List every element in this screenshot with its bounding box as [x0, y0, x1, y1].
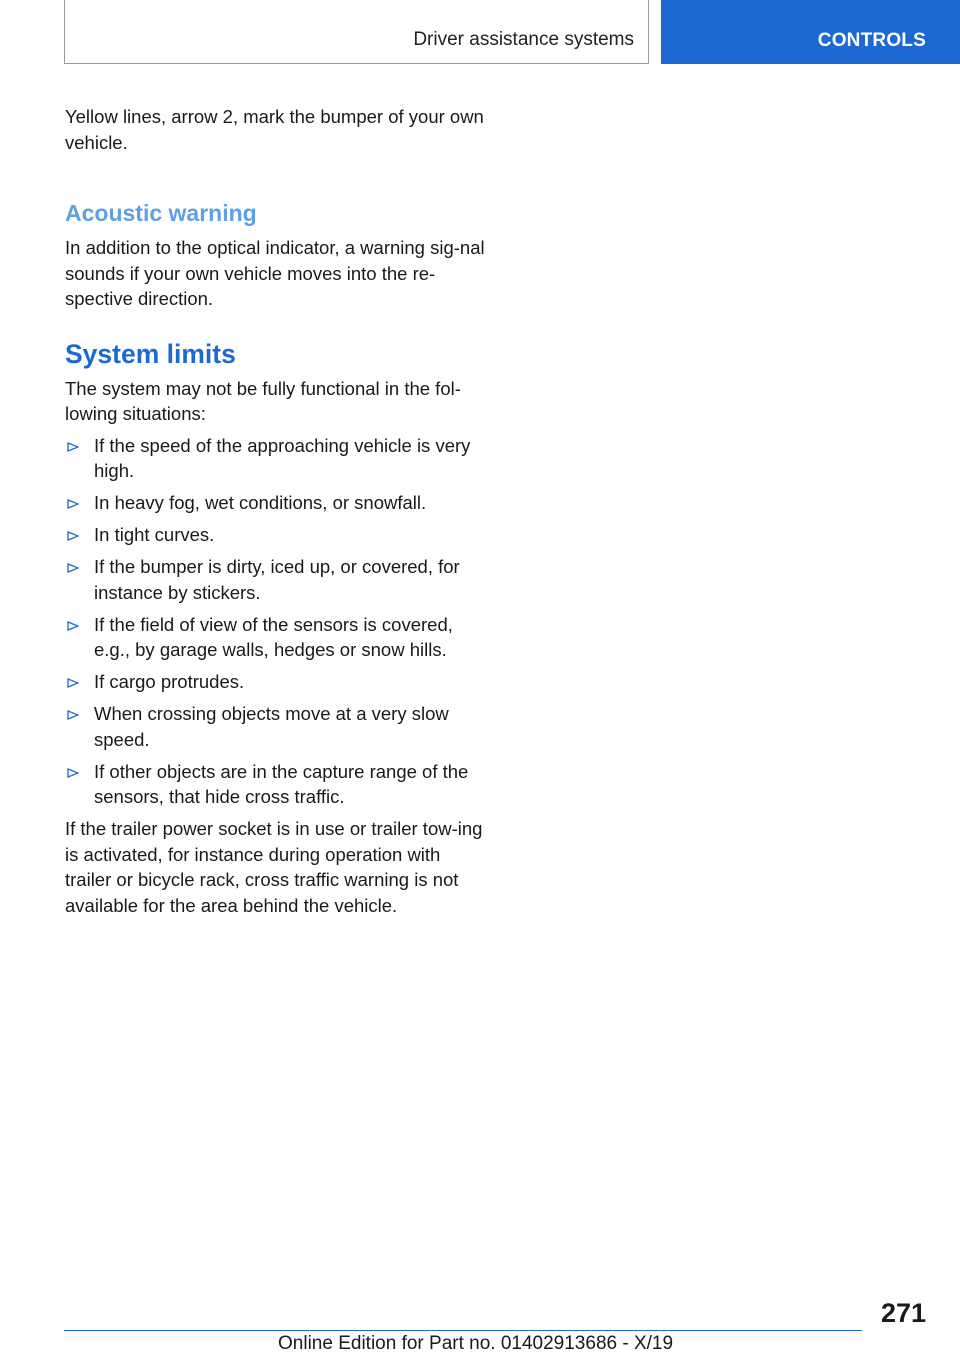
triangle-right-outline-icon: [67, 563, 79, 573]
page-content: [65, 104, 485, 918]
list-item: [65, 433, 485, 484]
triangle-right-outline-icon: [67, 531, 79, 541]
list-item-text: In heavy fog, wet conditions, or snowfall.: [94, 492, 427, 513]
list-item-text: If the bumper is dirty, iced up, or covered, for instance by stickers.: [94, 556, 460, 603]
list-item: [65, 701, 485, 752]
acoustic-warning-paragraph: In addition to the optical indicator, a warning sig-nal sounds if your own vehicle moves into the re-spective direction.: [65, 237, 485, 309]
list-item: [65, 522, 485, 548]
list-item: [65, 759, 485, 810]
triangle-right-outline-icon: [67, 768, 79, 778]
list-item: [65, 612, 485, 663]
chapter-tab[interactable]: [661, 0, 960, 64]
list-item-text: If other objects are in the capture range of the sensors, that hide cross traffic.: [94, 760, 469, 807]
triangle-right-outline-icon: [67, 621, 79, 631]
intro-paragraph: Yellow lines, arrow 2, mark the bumper of your own vehicle.: [65, 106, 484, 153]
list-item-text: If cargo protrudes.: [94, 671, 245, 692]
list-item-text: If the speed of the approaching vehicle is very high.: [94, 434, 471, 481]
triangle-right-outline-icon: [67, 678, 79, 688]
triangle-right-outline-icon: [67, 710, 79, 720]
footer-edition: Online Edition for Part no. 01402913686 - X/19: [278, 1333, 674, 1354]
list-item-text: If the field of view of the sensors is covered, e.g., by garage walls, hedges or snow hills.: [94, 613, 453, 660]
chapter-tab-label: CONTROLS: [817, 30, 926, 51]
header-section-box: [64, 0, 649, 64]
system-limits-intro: The system may not be fully functional in the fol-lowing situations:: [65, 377, 461, 424]
list-item: [65, 490, 485, 516]
list-item-text: When crossing objects move at a very slow speed.: [94, 703, 449, 750]
system-limits-heading: System limits: [65, 338, 236, 369]
section-title: Driver assistance systems: [413, 29, 634, 50]
page-number: 271: [880, 1298, 926, 1328]
triangle-right-outline-icon: [67, 442, 79, 452]
list-item-text: In tight curves.: [94, 524, 215, 545]
closing-paragraph: If the trailer power socket is in use or trailer tow-ing is activated, for instance during operation with trailer or bicycle rack, cross traffic warning is not available for the area behind the vehicle.: [65, 818, 483, 916]
system-limits-list: [65, 433, 485, 810]
list-item: [65, 669, 485, 695]
list-item: [65, 554, 485, 605]
acoustic-warning-heading: Acoustic warning: [65, 200, 257, 226]
triangle-right-outline-icon: [67, 499, 79, 509]
footer-divider: [64, 1330, 862, 1331]
